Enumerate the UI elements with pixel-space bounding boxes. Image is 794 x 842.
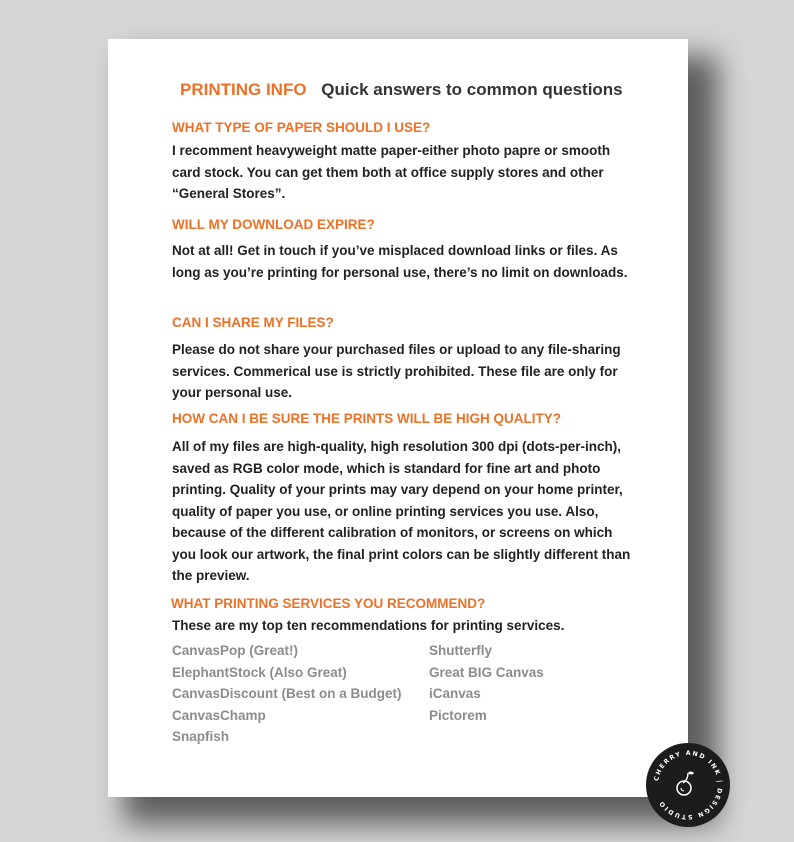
services-list-left (172, 640, 402, 748)
faq-answer-quality: All of my files are high-quality, high resolution 300 dpi (dots-per-inch), saved as RGB color mode, which is standard for fine art and photo printing. Quality of your prints may vary depend on your home printer, quality of paper you use, or online printing services you use. Also, because of the different calibration of monitors, or screens on which you look our artwork, the final print colors can be slightly different than the preview. (172, 439, 631, 583)
service-item: Shutterfly (429, 643, 493, 658)
service-item: Snapfish (172, 729, 230, 744)
svg-text:CHERRY AND INK | DESIGN STUDIO: CHERRY AND INK | DESIGN STUDIO (653, 749, 724, 821)
studio-logo-icon (645, 742, 731, 828)
faq-answer-services: These are my top ten recommendations for printing services. (172, 618, 565, 633)
faq-question-share: CAN I SHARE MY FILES? (172, 315, 334, 330)
studio-logo-badge (645, 742, 731, 828)
service-item: ElephantStock (Also Great) (172, 664, 347, 680)
services-list-right (429, 640, 544, 726)
faq-answer-expire: Not at all! Get in touch if you’ve misplaced download links or files. As long as you’re printing for personal use, there’s no limit on downloads. (172, 243, 628, 280)
faq-answer-paper: I recomment heavyweight matte paper-either photo papre or smooth card stock. You can get them both at office supply stores and other “General Stores”. (172, 143, 611, 201)
service-item: Pictorem (429, 707, 487, 723)
service-item: iCanvas (429, 686, 481, 701)
service-item: Great BIG Canvas (429, 664, 544, 680)
faq-answer-share: Please do not share your purchased files or upload to any file-sharing services. Commerical use is strictly prohibited. These file are only for your personal use. (172, 342, 621, 400)
page-subtitle: Quick answers to common questions (321, 80, 623, 99)
faq-question-services: WHAT PRINTING SERVICES YOU RECOMMEND? (171, 596, 486, 611)
page-header (180, 80, 623, 100)
faq-question-expire: WILL MY DOWNLOAD EXPIRE? (172, 217, 375, 232)
faq-question-paper: WHAT TYPE OF PAPER SHOULD I USE? (172, 120, 431, 135)
page-title: PRINTING INFO (180, 80, 307, 99)
service-item: CanvasDiscount (Best on a Budget) (172, 686, 402, 701)
faq-question-quality: HOW CAN I BE SURE THE PRINTS WILL BE HIGH QUALITY? (172, 411, 562, 426)
service-item: CanvasPop (Great!) (172, 643, 299, 658)
service-item: CanvasChamp (172, 707, 266, 723)
printing-info-page (108, 39, 688, 797)
